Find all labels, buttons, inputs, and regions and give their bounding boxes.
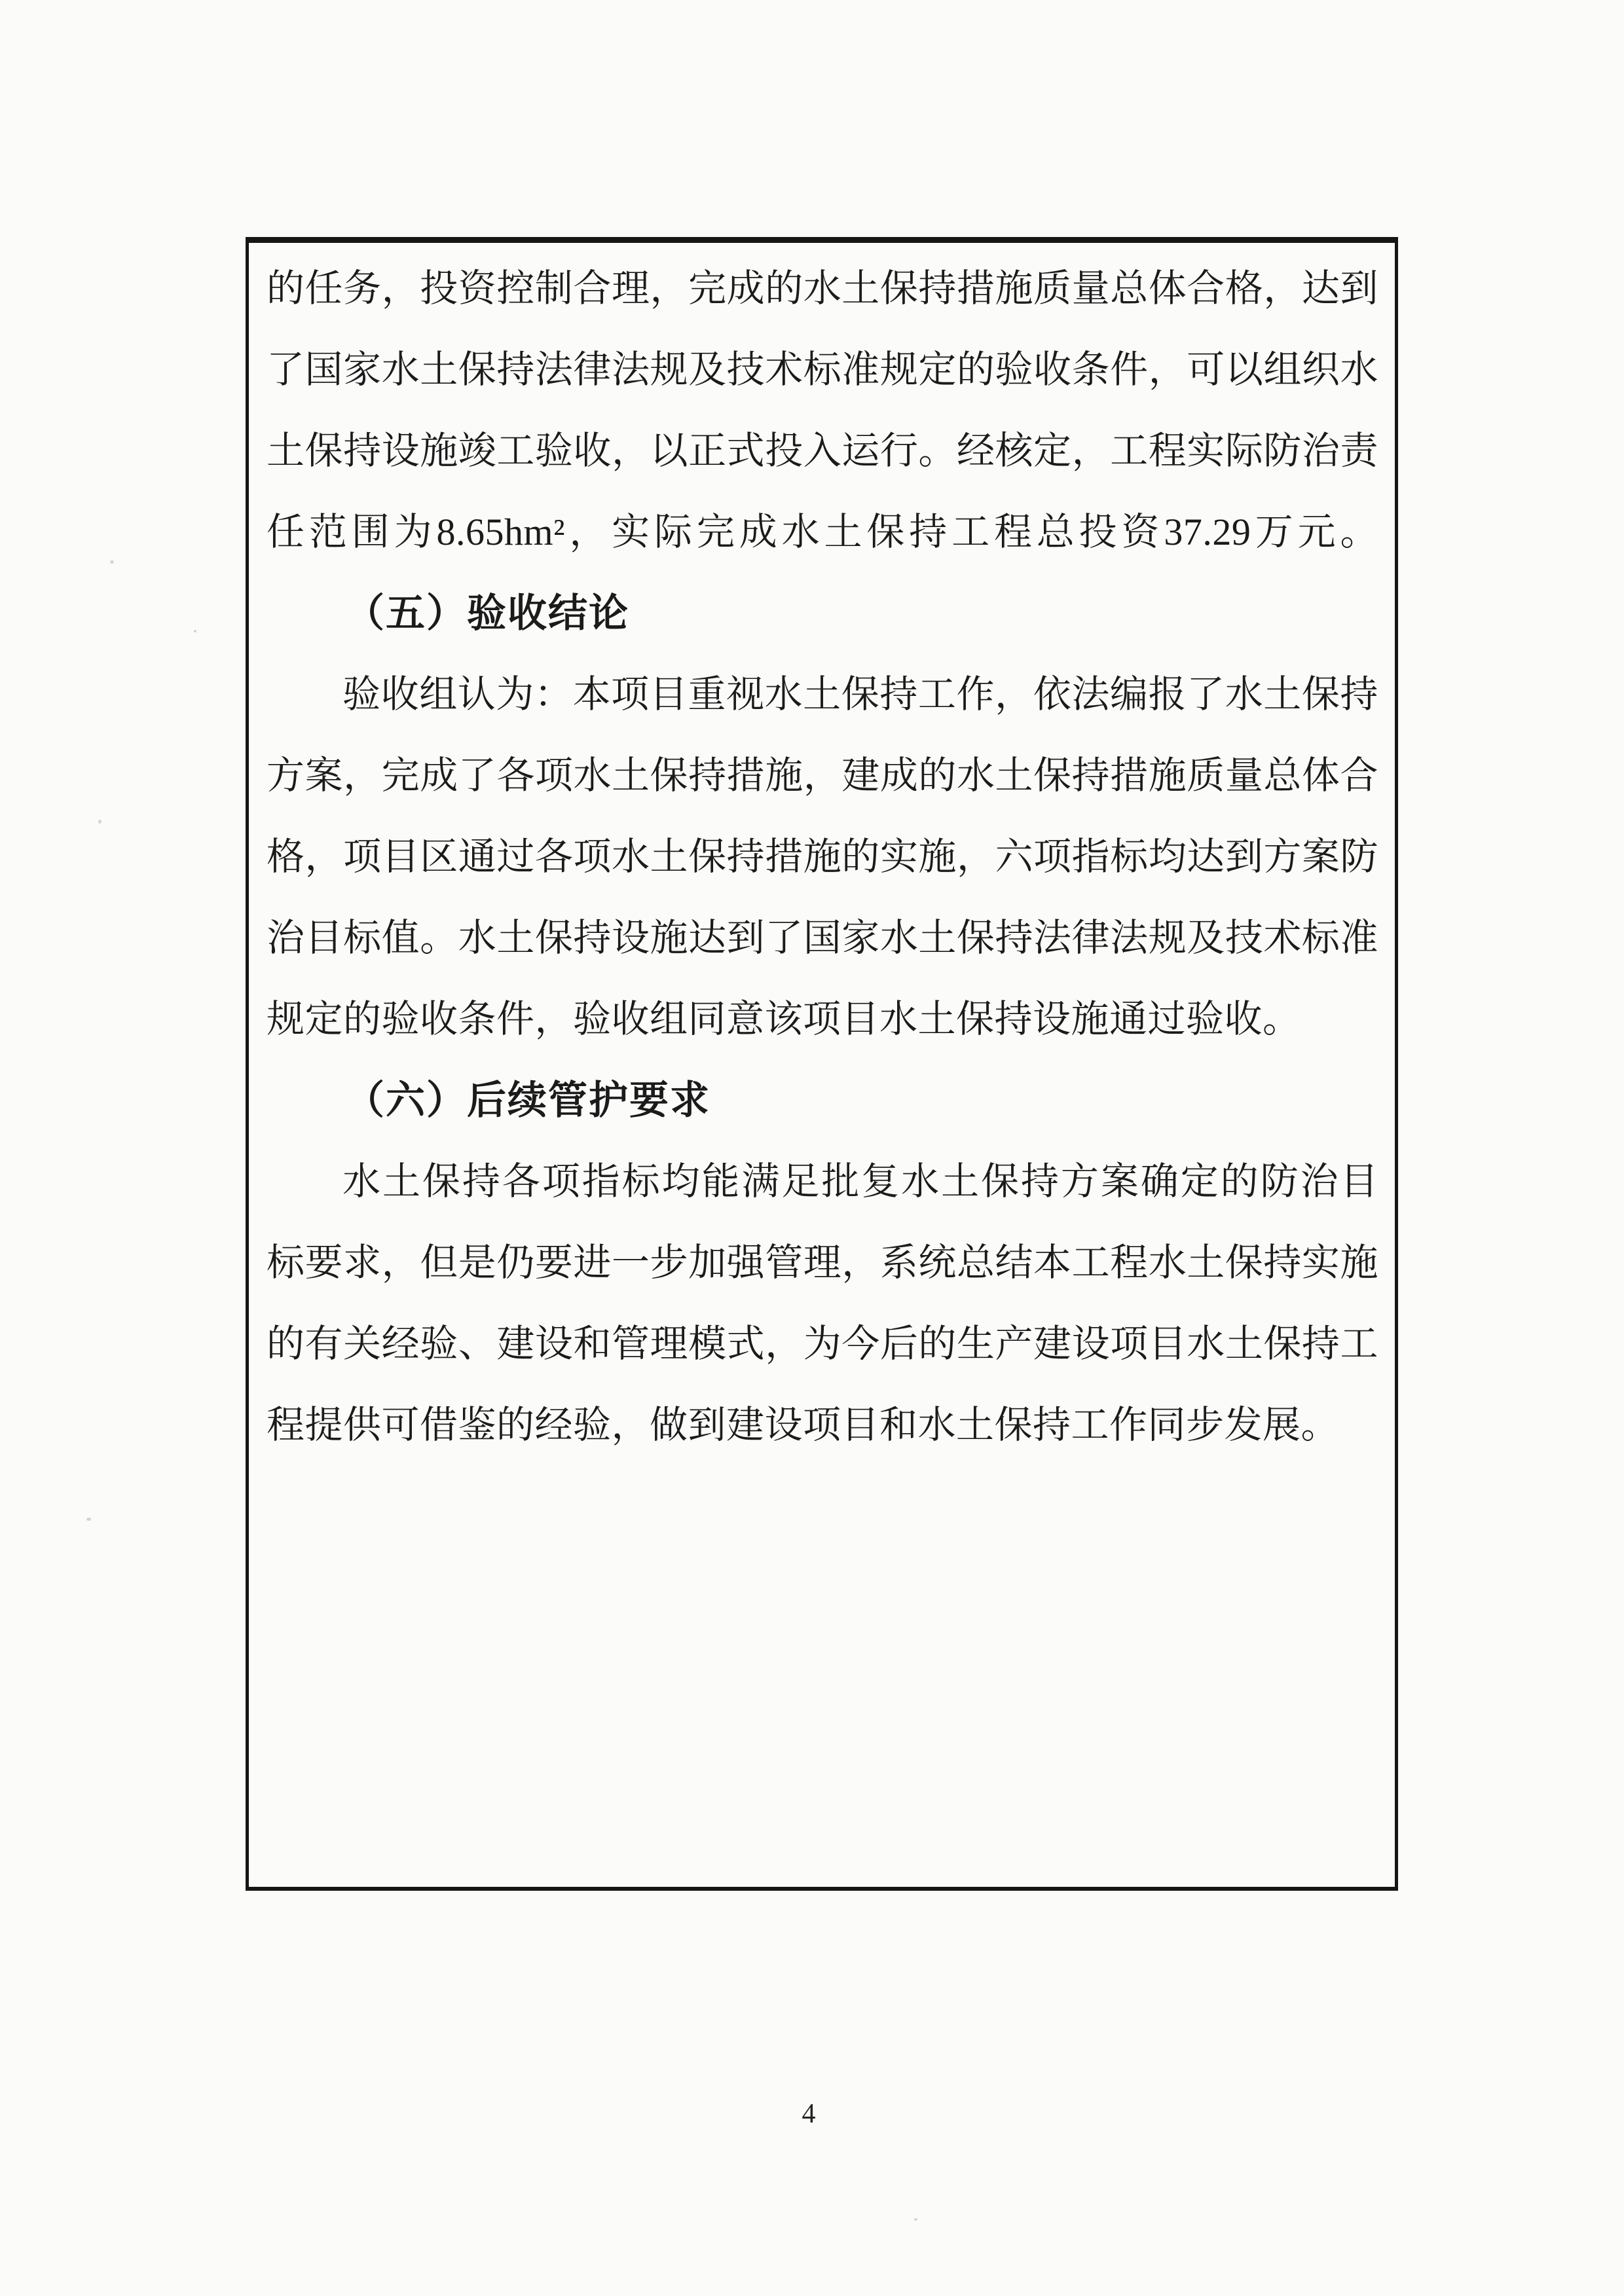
- scan-speckle: [98, 820, 101, 824]
- text-line: 任范围为8.65hm²，实际完成水土保持工程总投资37.29万元。: [267, 511, 1378, 553]
- text-line: 验收组认为：本项目重视水土保持工作，依法编报了水土保持: [342, 673, 1378, 716]
- text-line: 标要求，但是仍要进一步加强管理，系统总结本工程水土保持实施: [267, 1241, 1378, 1284]
- scan-speckle: [86, 1518, 91, 1521]
- text-line: 格，项目区通过各项水土保持措施的实施，六项指标均达到方案防: [267, 835, 1378, 878]
- section-heading-5: （五）验收结论: [345, 591, 629, 635]
- text-line: 土保持设施竣工验收，以正式投入运行。经核定，工程实际防治责: [267, 429, 1378, 472]
- text-line: 了国家水土保持法律法规及技术标准规定的验收条件，可以组织水: [267, 348, 1378, 391]
- text-line: 的任务，投资控制合理，完成的水土保持措施质量总体合格，达到: [267, 267, 1378, 310]
- text-line: 规定的验收条件，验收组同意该项目水土保持设施通过验收。: [267, 998, 1301, 1040]
- page-number: 4: [802, 2099, 816, 2129]
- text-line: 程提供可借鉴的经验，做到建设项目和水土保持工作同步发展。: [267, 1404, 1340, 1446]
- text-line: 的有关经验、建设和管理模式，为今后的生产建设项目水土保持工: [267, 1322, 1378, 1365]
- scan-speckle: [194, 630, 196, 632]
- content-border-box: [246, 237, 1398, 1891]
- text-line: 方案，完成了各项水土保持措施，建成的水土保持措施质量总体合: [267, 754, 1378, 797]
- text-line: 治目标值。水土保持设施达到了国家水土保持法律法规及技术标准: [267, 917, 1378, 959]
- text-line: 水土保持各项指标均能满足批复水土保持方案确定的防治目: [342, 1160, 1378, 1203]
- scan-speckle: [110, 560, 114, 564]
- scan-speckle: [914, 2218, 917, 2221]
- section-heading-6: （六）后续管护要求: [345, 1078, 710, 1122]
